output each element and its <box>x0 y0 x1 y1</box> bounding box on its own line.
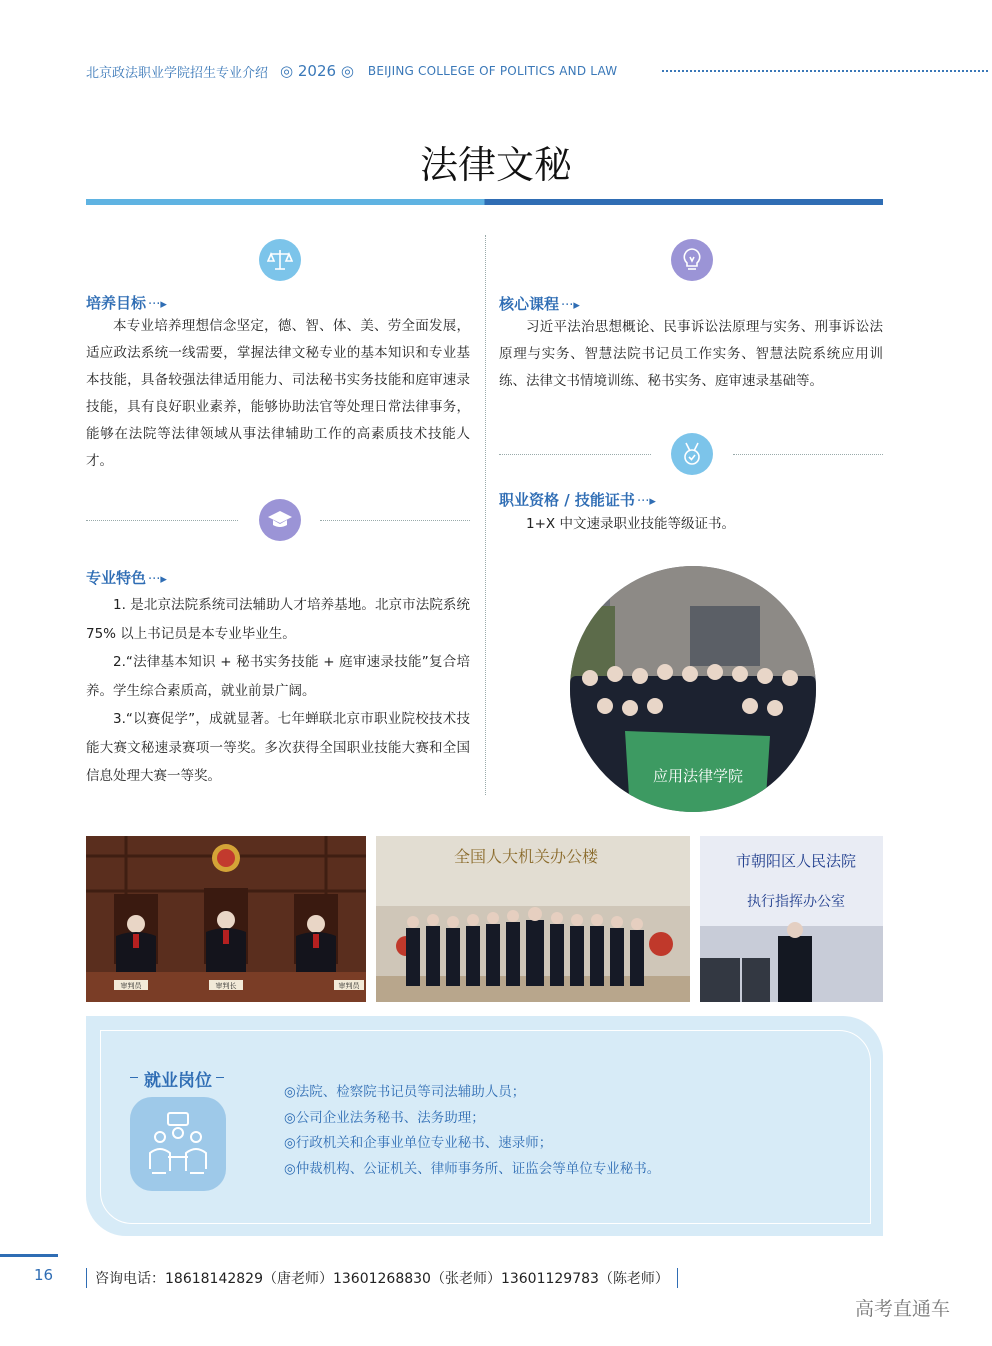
courtroom-photo <box>86 836 366 1002</box>
dotted-rule <box>320 520 470 521</box>
courses-text <box>499 314 883 395</box>
goal-paragraph: 本专业培养理想信念坚定，德、智、体、美、劳全面发展，适应政法系统一线需要，掌握法律文秘专业的基本知识和专业基本技能，具备较强法律适用能力、司法秘书实务技能和庭审速录技能，具有良好职业素养，能够协助法官等处理日常法律事务，能够在法院等法律领域从事法律辅助工作的高素质技术技能人才。 <box>86 318 470 469</box>
employment-list <box>284 1080 660 1182</box>
certs-paragraph: 1+X 中文速录职业技能等级证书。 <box>526 516 735 532</box>
banner-text: 应用法律学院 <box>652 767 744 785</box>
page-title: 法律文秘 <box>419 143 572 187</box>
features-arrow: ···▸ <box>148 572 167 587</box>
header-college-name: 北京政法职业学院招生专业介绍 <box>86 65 269 81</box>
goal-title: 培养目标 <box>86 294 147 312</box>
header-english-name: BEIJING COLLEGE OF POLITICS AND LAW <box>367 64 618 78</box>
seat-label: 审判员 <box>338 982 360 990</box>
page-number-rule <box>0 1254 58 1257</box>
employment-title: 就业岗位 <box>144 1071 212 1091</box>
page-header <box>86 60 617 82</box>
features-heading <box>86 567 167 588</box>
contact-bar-left <box>86 1268 87 1288</box>
column-divider <box>485 235 486 795</box>
certs-heading <box>499 489 656 510</box>
graduation-cap-icon <box>259 499 301 541</box>
seat-label: 审判员 <box>120 982 142 990</box>
features-title: 专业特色 <box>86 569 147 587</box>
lightbulb-icon <box>671 239 713 281</box>
dotted-rule <box>86 520 238 521</box>
contact-info <box>86 1268 678 1288</box>
certs-text <box>499 511 883 538</box>
office-sign-text: 执行指挥办公室 <box>747 894 845 910</box>
courses-paragraph: 习近平法治思想概论、民事诉讼法原理与实务、刑事诉讼法原理与实务、智慧法院书记员工作实务、智慧法院系统应用训练、法律文书情境训练、秘书实务、庭审速录基础等。 <box>499 319 883 389</box>
title-underline <box>86 199 883 205</box>
employment-item: ◎公司企业法务秘书、法务助理； <box>284 1109 485 1126</box>
dotted-rule <box>499 454 651 455</box>
feature-item: 1. 是北京法院系统司法辅助人才培养基地。北京市法院系统 75% 以上书记员是本专业毕业生。 <box>86 597 470 642</box>
hall-text: 全国人大机关办公楼 <box>453 847 599 866</box>
courses-heading <box>499 293 580 314</box>
employment-item: ◎仲裁机构、公证机关、律师事务所、证监会等单位专业秘书。 <box>284 1160 661 1177</box>
scales-icon <box>259 239 301 281</box>
goal-text <box>86 313 470 475</box>
feature-item: 3.“以赛促学”，成就显著。七年蝉联北京市职业院校技术技能大赛文秘速录赛项一等奖。多次获得全国职业技能大赛和全国信息处理大赛一等奖。 <box>86 711 470 784</box>
courses-title: 核心课程 <box>499 295 560 313</box>
features-list <box>86 591 470 791</box>
dotted-rule <box>733 454 883 455</box>
contact-bar-right <box>677 1268 678 1288</box>
employment-item: ◎法院、检察院书记员等司法辅助人员； <box>284 1084 526 1100</box>
courses-arrow: ···▸ <box>561 298 580 313</box>
hall-group-photo <box>376 836 690 1002</box>
court-sign-text: 市朝阳区人民法院 <box>735 852 857 870</box>
header-year: ◎ 2026 ◎ <box>280 62 354 80</box>
seat-label: 审判长 <box>215 982 237 990</box>
goal-heading <box>86 292 167 313</box>
employment-item: ◎行政机关和企事业单位专业秘书、速录师； <box>284 1135 553 1151</box>
court-office-photo <box>700 836 883 1002</box>
meeting-people-icon <box>130 1097 226 1191</box>
goal-arrow: ···▸ <box>148 297 167 312</box>
header-dotted-rule <box>662 70 988 72</box>
page-number: 16 <box>34 1266 54 1284</box>
certs-arrow: ···▸ <box>636 494 656 509</box>
watermark: 高考直通车 <box>855 1298 951 1320</box>
feature-item: 2.“法律基本知识 + 秘书实务技能 + 庭审速录技能”复合培养。学生综合素质高，就业前景广阔。 <box>86 654 470 699</box>
group-photo-circle <box>570 566 816 812</box>
certs-title: 职业资格 / 技能证书 <box>499 491 635 509</box>
contact-text: 咨询电话：18618142829（唐老师）13601268830（张老师）13601129783（陈老师） <box>95 1271 669 1287</box>
medal-icon <box>671 433 713 475</box>
